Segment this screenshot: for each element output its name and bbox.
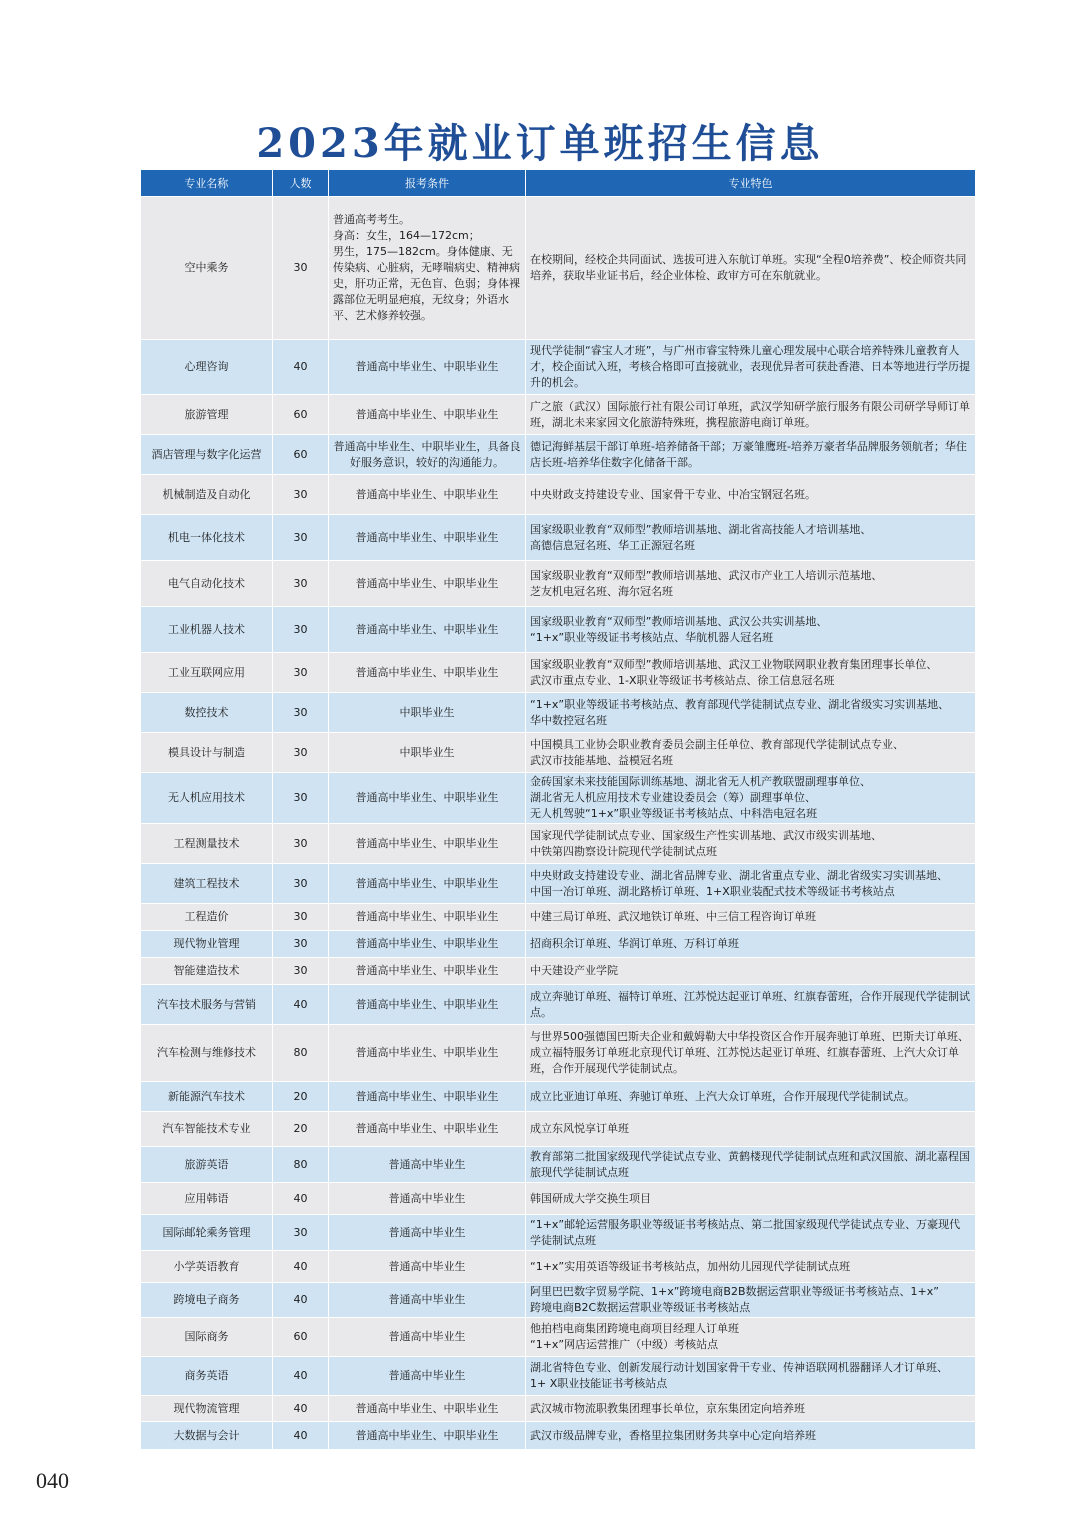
features-cell: 与世界500强德国巴斯夫企业和戴姆勒大中华投资区合作开展奔驰订单班、巴斯夫订单班、成立福特服务订单班北京现代订单班、江苏悦达起亚订单班、红旗春蕾班、上汽大众订单班，合作开展现代学徒制试点。 (526, 1025, 976, 1082)
count-cell: 30 (273, 958, 329, 985)
requirements-cell: 普通高中毕业生、中职毕业生 (329, 653, 526, 693)
table-row (141, 1112, 976, 1147)
count-cell: 60 (273, 1318, 329, 1357)
requirements-cell: 中职毕业生 (329, 733, 526, 773)
major-cell: 国际邮轮乘务管理 (141, 1215, 273, 1251)
features-cell: “1+x”实用英语等级证书考核站点，加州幼儿园现代学徒制试点班 (526, 1251, 976, 1283)
count-cell: 30 (273, 733, 329, 773)
features-cell: 招商积余订单班、华润订单班、万科订单班 (526, 931, 976, 958)
count-cell: 40 (273, 1396, 329, 1422)
requirements-cell: 普通高考考生。 身高：女生，164—172cm； 男生，175—182cm。身体健康、无传染病、心脏病，无哮喘病史、精神病史，肝功正常，无色盲、色弱；身体裸露部位无明显疤痕，无纹身；外语水平、艺术修养较强。 (329, 197, 526, 340)
header-major: 专业名称 (141, 170, 273, 197)
requirements-cell: 普通高中毕业生 (329, 1147, 526, 1183)
features-cell: 韩国研成大学交换生项目 (526, 1183, 976, 1215)
count-cell: 80 (273, 1147, 329, 1183)
features-cell: 阿里巴巴数字贸易学院、1+x”跨境电商B2B数据运营职业等级证书考核站点、1+x” 跨境电商B2C数据运营职业等级证书考核站点 (526, 1283, 976, 1318)
table-row (141, 824, 976, 864)
major-cell: 工程测量技术 (141, 824, 273, 864)
page-title: 2023年就业订单班招生信息 (256, 120, 824, 167)
count-cell: 30 (273, 561, 329, 607)
count-cell: 30 (273, 475, 329, 515)
requirements-cell: 普通高中毕业生、中职毕业生 (329, 931, 526, 958)
major-cell: 汽车智能技术专业 (141, 1112, 273, 1147)
table-row (141, 958, 976, 985)
count-cell: 30 (273, 904, 329, 931)
major-cell: 工业机器人技术 (141, 607, 273, 653)
table-row (141, 1251, 976, 1283)
features-cell: 武汉市级品牌专业，香格里拉集团财务共享中心定向培养班 (526, 1422, 976, 1450)
count-cell: 30 (273, 1215, 329, 1251)
features-cell: 国家级职业教育“双师型”教师培训基地、武汉公共实训基地、 “1+x”职业等级证书考核站点、华航机器人冠名班 (526, 607, 976, 653)
table-row (141, 985, 976, 1025)
requirements-cell: 普通高中毕业生、中职毕业生 (329, 824, 526, 864)
count-cell: 40 (273, 340, 329, 395)
major-cell: 空中乘务 (141, 197, 273, 340)
major-cell: 现代物流管理 (141, 1396, 273, 1422)
features-cell: 教育部第二批国家级现代学徒试点专业、黄鹤楼现代学徒制试点班和武汉国旅、湖北嘉程国旅现代学徒制试点班 (526, 1147, 976, 1183)
table-row (141, 515, 976, 561)
features-cell: “1+x”邮轮运营服务职业等级证书考核站点、第二批国家级现代学徒试点专业、万豪现代学徒制试点班 (526, 1215, 976, 1251)
header-features: 专业特色 (526, 170, 976, 197)
header-requirements: 报考条件 (329, 170, 526, 197)
table-row (141, 773, 976, 824)
major-cell: 大数据与会计 (141, 1422, 273, 1450)
features-cell: 国家级职业教育“双师型”教师培训基地、湖北省高技能人才培训基地、 高德信息冠名班、华工正源冠名班 (526, 515, 976, 561)
table-row (141, 607, 976, 653)
count-cell: 20 (273, 1082, 329, 1112)
count-cell: 40 (273, 1183, 329, 1215)
table-row (141, 1318, 976, 1357)
major-cell: 心理咨询 (141, 340, 273, 395)
requirements-cell: 中职毕业生 (329, 693, 526, 733)
major-cell: 旅游英语 (141, 1147, 273, 1183)
major-cell: 建筑工程技术 (141, 864, 273, 904)
table-row (141, 1357, 976, 1396)
table-row (141, 1025, 976, 1082)
major-cell: 机电一体化技术 (141, 515, 273, 561)
count-cell: 30 (273, 693, 329, 733)
requirements-cell: 普通高中毕业生 (329, 1283, 526, 1318)
table-row (141, 1396, 976, 1422)
header-count: 人数 (273, 170, 329, 197)
major-cell: 机械制造及自动化 (141, 475, 273, 515)
table-row (141, 1283, 976, 1318)
features-cell: 他拍档电商集团跨境电商项目经理人订单班 “1+x”网店运营推广（中级）考核站点 (526, 1318, 976, 1357)
major-cell: 国际商务 (141, 1318, 273, 1357)
table-row (141, 1082, 976, 1112)
major-cell: 数控技术 (141, 693, 273, 733)
features-cell: 在校期间，经校企共同面试、选拔可进入东航订单班。实现“全程0培养费”、校企师资共同培养，获取毕业证书后，经企业体检、政审方可在东航就业。 (526, 197, 976, 340)
table-row (141, 733, 976, 773)
table-row (141, 693, 976, 733)
requirements-cell: 普通高中毕业生、中职毕业生 (329, 864, 526, 904)
table-row (141, 1215, 976, 1251)
count-cell: 30 (273, 931, 329, 958)
table-row (141, 1422, 976, 1450)
features-cell: 国家级职业教育“双师型”教师培训基地、武汉工业物联网职业教育集团理事长单位、 武汉市重点专业、1-X职业等级证书考核站点、徐工信息冠名班 (526, 653, 976, 693)
features-cell: 成立东风悦享订单班 (526, 1112, 976, 1147)
major-cell: 跨境电子商务 (141, 1283, 273, 1318)
requirements-cell: 普通高中毕业生、中职毕业生 (329, 1025, 526, 1082)
major-cell: 汽车检测与维修技术 (141, 1025, 273, 1082)
table-row (141, 931, 976, 958)
major-cell: 现代物业管理 (141, 931, 273, 958)
table-row (141, 1183, 976, 1215)
requirements-cell: 普通高中毕业生 (329, 1251, 526, 1283)
major-cell: 智能建造技术 (141, 958, 273, 985)
table-row (141, 395, 976, 435)
features-cell: 武汉城市物流职教集团理事长单位，京东集团定向培养班 (526, 1396, 976, 1422)
requirements-cell: 普通高中毕业生 (329, 1318, 526, 1357)
features-cell: 国家级职业教育“双师型”教师培训基地、武汉市产业工人培训示范基地、 芝友机电冠名班、海尔冠名班 (526, 561, 976, 607)
count-cell: 60 (273, 395, 329, 435)
table-header-row (141, 170, 976, 197)
major-cell: 模具设计与制造 (141, 733, 273, 773)
requirements-cell: 普通高中毕业生 (329, 1183, 526, 1215)
requirements-cell: 普通高中毕业生、中职毕业生 (329, 561, 526, 607)
major-cell: 应用韩语 (141, 1183, 273, 1215)
requirements-cell: 普通高中毕业生 (329, 1357, 526, 1396)
major-cell: 电气自动化技术 (141, 561, 273, 607)
count-cell: 60 (273, 435, 329, 475)
count-cell: 30 (273, 607, 329, 653)
requirements-cell: 普通高中毕业生、中职毕业生 (329, 985, 526, 1025)
count-cell: 30 (273, 197, 329, 340)
count-cell: 40 (273, 985, 329, 1025)
requirements-cell: 普通高中毕业生、中职毕业生 (329, 515, 526, 561)
requirements-cell: 普通高中毕业生、中职毕业生 (329, 395, 526, 435)
requirements-cell: 普通高中毕业生、中职毕业生 (329, 607, 526, 653)
major-cell: 汽车技术服务与营销 (141, 985, 273, 1025)
requirements-cell: 普通高中毕业生、中职毕业生 (329, 773, 526, 824)
major-cell: 新能源汽车技术 (141, 1082, 273, 1112)
features-cell: 广之旅（武汉）国际旅行社有限公司订单班，武汉学知研学旅行服务有限公司研学导师订单班，湖北未来家园文化旅游特殊班，携程旅游电商订单班。 (526, 395, 976, 435)
count-cell: 80 (273, 1025, 329, 1082)
count-cell: 20 (273, 1112, 329, 1147)
features-cell: 现代学徒制“睿宝人才班”，与广州市睿宝特殊儿童心理发展中心联合培养特殊儿童教育人才，校企面试入班，考核合格即可直接就业，表现优异者可获赴香港、日本等地进行学历提升的机会。 (526, 340, 976, 395)
requirements-cell: 普通高中毕业生、中职毕业生 (329, 958, 526, 985)
features-cell: 中天建设产业学院 (526, 958, 976, 985)
major-cell: 商务英语 (141, 1357, 273, 1396)
count-cell: 40 (273, 1357, 329, 1396)
requirements-cell: 普通高中毕业生、中职毕业生 (329, 1422, 526, 1450)
features-cell: 金砖国家未来技能国际训练基地、湖北省无人机产教联盟副理事单位、 湖北省无人机应用技术专业建设委员会（筹）副理事单位、 无人机驾驶“1+x”职业等级证书考核站点、中科浩电冠名班 (526, 773, 976, 824)
major-cell: 酒店管理与数字化运营 (141, 435, 273, 475)
features-cell: 中国模具工业协会职业教育委员会副主任单位、教育部现代学徒制试点专业、 武汉市技能基地、益模冠名班 (526, 733, 976, 773)
features-cell: 成立比亚迪订单班、奔驰订单班、上汽大众订单班，合作开展现代学徒制试点。 (526, 1082, 976, 1112)
major-cell: 小学英语教育 (141, 1251, 273, 1283)
requirements-cell: 普通高中毕业生、中职毕业生，具备良好服务意识，较好的沟通能力。 (329, 435, 526, 475)
count-cell: 30 (273, 864, 329, 904)
features-cell: 中建三局订单班、武汉地铁订单班、中三信工程咨询订单班 (526, 904, 976, 931)
features-cell: “1+x”职业等级证书考核站点、教育部现代学徒制试点专业、湖北省级实习实训基地、 华中数控冠名班 (526, 693, 976, 733)
page-number: 040 (36, 1468, 69, 1493)
table-row (141, 475, 976, 515)
table-row (141, 340, 976, 395)
table-body (141, 197, 976, 1450)
requirements-cell: 普通高中毕业生 (329, 1215, 526, 1251)
table-row (141, 435, 976, 475)
table-row (141, 1147, 976, 1183)
table-row (141, 904, 976, 931)
requirements-cell: 普通高中毕业生、中职毕业生 (329, 1396, 526, 1422)
requirements-cell: 普通高中毕业生、中职毕业生 (329, 1112, 526, 1147)
count-cell: 40 (273, 1283, 329, 1318)
features-cell: 德记海鲜基层干部订单班-培养储备干部；万豪雏鹰班-培养万豪者华品牌服务领航者；华住店长班-培养华住数字化储备干部。 (526, 435, 976, 475)
requirements-cell: 普通高中毕业生、中职毕业生 (329, 904, 526, 931)
major-cell: 旅游管理 (141, 395, 273, 435)
table-row (141, 653, 976, 693)
major-cell: 无人机应用技术 (141, 773, 273, 824)
count-cell: 30 (273, 824, 329, 864)
features-cell: 湖北省特色专业、创新发展行动计划国家骨干专业、传神语联网机器翻译人才订单班、 1+ X职业技能证书考核站点 (526, 1357, 976, 1396)
features-cell: 成立奔驰订单班、福特订单班、江苏悦达起亚订单班、红旗春蕾班，合作开展现代学徒制试点。 (526, 985, 976, 1025)
features-cell: 中央财政支持建设专业、湖北省品牌专业、湖北省重点专业、湖北省级实习实训基地、 中国一冶订单班、湖北路桥订单班、1+X职业装配式技术等级证书考核站点 (526, 864, 976, 904)
features-cell: 国家现代学徒制试点专业、国家级生产性实训基地、武汉市级实训基地、 中铁第四勘察设计院现代学徒制试点班 (526, 824, 976, 864)
count-cell: 30 (273, 515, 329, 561)
major-cell: 工程造价 (141, 904, 273, 931)
count-cell: 30 (273, 773, 329, 824)
enrollment-table (140, 170, 976, 1450)
requirements-cell: 普通高中毕业生、中职毕业生 (329, 475, 526, 515)
table-row (141, 561, 976, 607)
table-row (141, 864, 976, 904)
requirements-cell: 普通高中毕业生、中职毕业生 (329, 340, 526, 395)
count-cell: 40 (273, 1422, 329, 1450)
table-row (141, 197, 976, 340)
requirements-cell: 普通高中毕业生、中职毕业生 (329, 1082, 526, 1112)
features-cell: 中央财政支持建设专业、国家骨干专业、中冶宝钢冠名班。 (526, 475, 976, 515)
count-cell: 40 (273, 1251, 329, 1283)
count-cell: 30 (273, 653, 329, 693)
major-cell: 工业互联网应用 (141, 653, 273, 693)
